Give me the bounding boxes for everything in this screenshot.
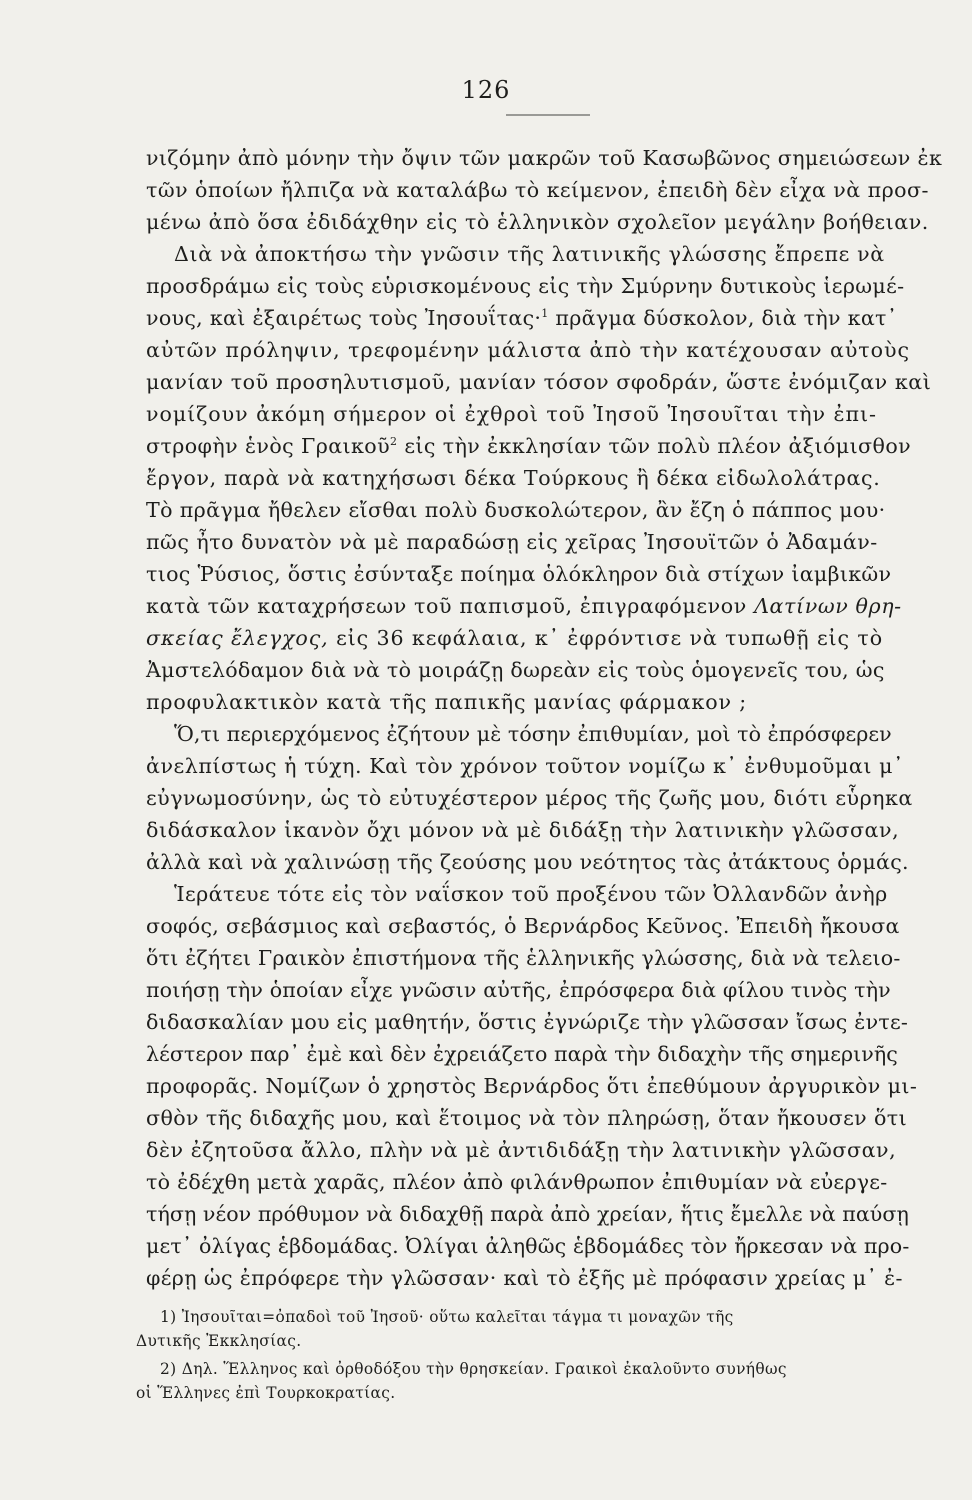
body-line: Ἱεράτευε τότε εἰς τὸν ναΐσκον τοῦ προξένου τῶν Ὀλλανδῶν ἀνὴρ	[174, 882, 888, 906]
body-line: προσδράμω εἰς τοὺς εὑρισκομένους εἰς τὴν Σμύρνην δυτικοὺς ἱερωμέ-	[146, 274, 905, 298]
body-line: αὐτῶν πρόληψιν, τρεφομένην μάλιστα ἀπὸ τὴν κατέχουσαν αὐτοὺς	[146, 338, 910, 362]
footnote-marker: 2	[390, 435, 398, 449]
footnote-marker: 1	[541, 307, 549, 321]
body-line: μετ᾿ ὀλίγας ἑβδομάδας. Ὀλίγαι ἀληθῶς ἑβδομάδες τὸν ἤρκεσαν νὰ προ-	[146, 1234, 910, 1258]
body-line: ἔργον, παρὰ νὰ κατηχήσωσι δέκα Τούρκους ἢ δέκα εἰδωλολάτρας.	[146, 466, 881, 490]
body-line: διδασκαλίαν μου εἰς μαθητήν, ὅστις ἐγνώριζε τὴν γλῶσσαν ἴσως ἐντε-	[146, 1010, 909, 1034]
body-line-text: εἰς 36 κεφάλαια, κ᾿ ἐφρόντισε νὰ τυπωθῇ εἰς τὸ	[336, 626, 883, 650]
body-line: εὐγνωμοσύνην, ὡς τὸ εὐτυχέστερον μέρος τῆς ζωῆς μου, διότι εὗρηκα	[146, 786, 913, 810]
page-number: 126	[461, 76, 511, 104]
body-line: ἀνελπίστως ἡ τύχη. Καὶ τὸν χρόνον τοῦτον νομίζω κ᾿ ἐνθυμοῦμαι μ᾿	[146, 754, 904, 778]
body-line: λέστερον παρ᾿ ἐμὲ καὶ δὲν ἐχρειάζετο παρὰ τὴν διδαχὴν τῆς σημερινῆς	[146, 1042, 898, 1066]
body-line-text: στροφὴν ἑνὸς Γραικοῦ	[146, 434, 390, 458]
body-line-text: κατὰ τῶν καταχρήσεων τοῦ παπισμοῦ, ἐπιγραφόμενον	[146, 594, 747, 618]
body-line: ἀλλὰ καὶ νὰ χαλινώσῃ τῆς ζεούσης μου νεότητος τὰς ἀτάκτους ὁρμάς.	[146, 850, 909, 874]
body-line	[146, 304, 897, 332]
italic-title: Λατίνων θρη-	[754, 594, 902, 618]
body-line: τήσῃ νέον πρόθυμον νὰ διδαχθῇ παρὰ ἀπὸ χρείαν, ἥτις ἔμελλε νὰ παύσῃ	[146, 1202, 909, 1226]
footnote-2-line-1: 2) Δηλ. Ἕλληνος καὶ ὀρθοδόξου τὴν θρησκείαν. Γραικοὶ ἐκαλοῦντο συνήθως	[160, 1360, 787, 1378]
body-line-text: εἰς τὴν ἐκκλησίαν τῶν πολὺ πλέον ἀξιόμισθον	[397, 434, 912, 458]
body-line	[146, 432, 911, 460]
body-line	[146, 624, 883, 652]
body-line: προφορᾶς. Νομίζων ὁ χρηστὸς Βερνάρδος ὅτι ἐπεθύμουν ἀργυρικὸν μι-	[146, 1074, 918, 1098]
body-line: νομίζουν ἀκόμη σήμερον οἱ ἐχθροὶ τοῦ Ἰησοῦ Ἰησουῖται τὴν ἐπι-	[146, 402, 877, 426]
footnote-1-line-1: 1) Ἰησουῖται=ὀπαδοὶ τοῦ Ἰησοῦ· οὕτω καλεῖται τάγμα τι μοναχῶν τῆς	[160, 1308, 734, 1326]
body-line: τιος Ῥύσιος, ὅστις ἐσύνταξε ποίημα ὁλόκληρον διὰ στίχων ἰαμβικῶν	[146, 562, 892, 586]
body-line: σοφός, σεβάσμιος καὶ σεβαστός, ὁ Βερνάρδος Κεῦνος. Ἐπειδὴ ἤκουσα	[146, 914, 900, 938]
body-line	[146, 592, 902, 620]
italic-title: σκείας ἔλεγχος,	[146, 626, 329, 650]
body-line: Ὅ,τι περιερχόμενος ἐζήτουν μὲ τόσην ἐπιθυμίαν, μοὶ τὸ ἐπρόσφερεν	[174, 722, 892, 746]
body-line: πῶς ἦτο δυνατὸν νὰ μὲ παραδώσῃ εἰς χεῖρας Ἰησουϊτῶν ὁ Ἀδαμάν-	[146, 530, 878, 554]
body-line: φέρῃ ὡς ἐπρόφερε τὴν γλῶσσαν· καὶ τὸ ἐξῆς μὲ πρόφασιν χρείας μ᾿ ἐ-	[146, 1266, 903, 1290]
body-line-text: νους, καὶ ἐξαιρέτως τοὺς Ἰησουΐτας·	[146, 306, 542, 330]
body-line-text: πρᾶγμα δύσκολον, διὰ τὴν κατ᾿	[548, 306, 898, 330]
body-line: Διὰ νὰ ἀποκτήσω τὴν γνῶσιν τῆς λατινικῆς γλώσσης ἔπρεπε νὰ	[174, 242, 885, 266]
body-line: τῶν ὁποίων ἤλπιζα νὰ καταλάβω τὸ κείμενον, ἐπειδὴ δὲν εἶχα νὰ προσ-	[146, 178, 929, 202]
body-line: Τὸ πρᾶγμα ἤθελεν εἴσθαι πολὺ δυσκολώτερον, ἂν ἔζη ὁ πάππος μου·	[146, 498, 886, 522]
body-line: προφυλακτικὸν κατὰ τῆς παπικῆς μανίας φάρμακον ;	[146, 690, 748, 714]
body-line: μανίαν τοῦ προσηλυτισμοῦ, μανίαν τόσον σφοδράν, ὥστε ἐνόμιζαν καὶ	[146, 370, 932, 394]
body-line: σθὸν τῆς διδαχῆς μου, καὶ ἕτοιμος νὰ τὸν πληρώσῃ, ὅταν ἤκουσεν ὅτι	[146, 1106, 908, 1130]
footnote-2-line-2: οἱ Ἕλληνες ἐπὶ Τουρκοκρατίας.	[136, 1384, 396, 1402]
body-line: διδάσκαλον ἱκανὸν ὄχι μόνον νὰ μὲ διδάξῃ τὴν λατινικὴν γλῶσσαν,	[146, 818, 900, 842]
page-number-rule	[506, 114, 590, 116]
body-line: νιζόμην ἀπὸ μόνην τὴν ὄψιν τῶν μακρῶν τοῦ Κασωβῶνος σημειώσεων ἐκ	[146, 146, 943, 170]
body-line: μένω ἀπὸ ὅσα ἐδιδάχθην εἰς τὸ ἑλληνικὸν σχολεῖον μεγάλην βοήθειαν.	[146, 210, 929, 234]
body-line: ὅτι ἐζήτει Γραικὸν ἐπιστήμονα τῆς ἑλληνικῆς γλώσσης, διὰ νὰ τελειο-	[146, 946, 901, 970]
body-line: ποιήσῃ τὴν ὁποίαν εἶχε γνῶσιν αὐτῆς, ἐπρόσφερα διὰ φίλου τινὸς τὴν	[146, 978, 891, 1002]
footnote-1-line-2: Δυτικῆς Ἐκκλησίας.	[136, 1332, 302, 1350]
body-line: τὸ ἐδέχθη μετὰ χαρᾶς, πλέον ἀπὸ φιλάνθρωπον ἐπιθυμίαν νὰ εὐεργε-	[146, 1170, 888, 1194]
body-line: Ἀμστελόδαμον διὰ νὰ τὸ μοιράζῃ δωρεὰν εἰς τοὺς ὁμογενεῖς του, ὡς	[146, 658, 885, 682]
body-line: δὲν ἐζητοῦσα ἄλλο, πλὴν νὰ μὲ ἀντιδιδάξῃ τὴν λατινικὴν γλῶσσαν,	[146, 1138, 897, 1162]
